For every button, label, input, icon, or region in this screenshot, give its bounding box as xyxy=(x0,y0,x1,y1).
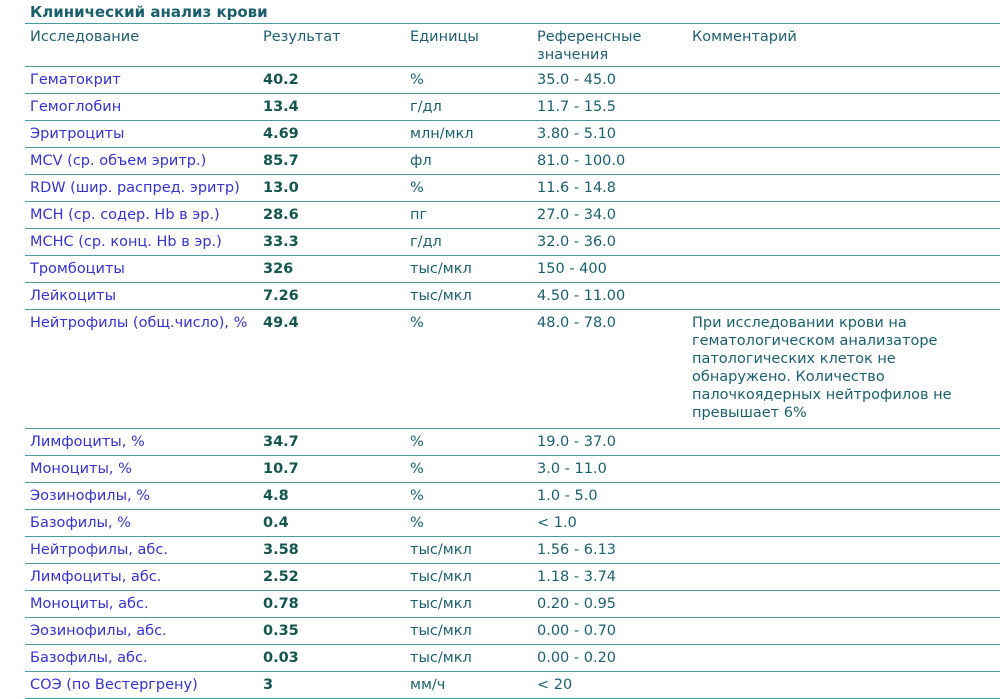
test-name-cell: MCV (ср. объем эритр.) xyxy=(25,148,263,175)
test-name-cell: Базофилы, абс. xyxy=(25,645,263,672)
reference-cell: 4.50 - 11.00 xyxy=(537,283,692,310)
test-name-cell: Моноциты, % xyxy=(25,456,263,483)
table-row xyxy=(25,672,1000,699)
units-cell: % xyxy=(410,429,537,456)
test-name-cell: Лимфоциты, абс. xyxy=(25,564,263,591)
table-row xyxy=(25,94,1000,121)
table-row xyxy=(25,148,1000,175)
reference-cell: 3.80 - 5.10 xyxy=(537,121,692,148)
column-header-test: Исследование xyxy=(25,24,263,67)
column-header-reference: Референсные значения xyxy=(537,24,692,67)
test-name-cell: Гемоглобин xyxy=(25,94,263,121)
header-row xyxy=(25,24,1000,67)
test-name-cell: Эозинофилы, % xyxy=(25,483,263,510)
table-row xyxy=(25,618,1000,645)
comment-cell xyxy=(692,591,1000,618)
reference-cell: 3.0 - 11.0 xyxy=(537,456,692,483)
column-header-units: Единицы xyxy=(410,24,537,67)
units-cell: мм/ч xyxy=(410,672,537,699)
test-name-cell: MCHC (ср. конц. Hb в эр.) xyxy=(25,229,263,256)
comment-cell xyxy=(692,645,1000,672)
result-cell: 7.26 xyxy=(263,283,410,310)
result-cell: 0.78 xyxy=(263,591,410,618)
table-row xyxy=(25,256,1000,283)
units-cell: % xyxy=(410,310,537,429)
units-cell: тыс/мкл xyxy=(410,537,537,564)
units-cell: % xyxy=(410,510,537,537)
lab-report xyxy=(25,0,1000,699)
result-cell: 40.2 xyxy=(263,67,410,94)
page-title: Клинический анализ крови xyxy=(25,0,1000,24)
test-name-cell: Лейкоциты xyxy=(25,283,263,310)
result-cell: 49.4 xyxy=(263,310,410,429)
result-cell: 13.0 xyxy=(263,175,410,202)
reference-cell: 1.0 - 5.0 xyxy=(537,483,692,510)
units-cell: г/дл xyxy=(410,94,537,121)
reference-cell: 81.0 - 100.0 xyxy=(537,148,692,175)
test-name-cell: Гематокрит xyxy=(25,67,263,94)
reference-cell: 11.7 - 15.5 xyxy=(537,94,692,121)
comment-cell xyxy=(692,256,1000,283)
comment-cell xyxy=(692,483,1000,510)
result-cell: 2.52 xyxy=(263,564,410,591)
units-cell: тыс/мкл xyxy=(410,645,537,672)
test-name-cell: Эозинофилы, абс. xyxy=(25,618,263,645)
result-cell: 13.4 xyxy=(263,94,410,121)
comment-cell xyxy=(692,618,1000,645)
units-cell: млн/мкл xyxy=(410,121,537,148)
result-cell: 28.6 xyxy=(263,202,410,229)
table-row xyxy=(25,229,1000,256)
reference-cell: 0.00 - 0.70 xyxy=(537,618,692,645)
comment-cell xyxy=(692,148,1000,175)
comment-cell xyxy=(692,67,1000,94)
table-row xyxy=(25,591,1000,618)
column-header-result: Результат xyxy=(263,24,410,67)
result-cell: 0.35 xyxy=(263,618,410,645)
test-name-cell: MCH (ср. содер. Hb в эр.) xyxy=(25,202,263,229)
result-cell: 4.8 xyxy=(263,483,410,510)
comment-cell xyxy=(692,283,1000,310)
result-cell: 4.69 xyxy=(263,121,410,148)
results-table-body xyxy=(25,67,1000,699)
reference-cell: 11.6 - 14.8 xyxy=(537,175,692,202)
reference-cell: < 20 xyxy=(537,672,692,699)
table-row xyxy=(25,510,1000,537)
table-row xyxy=(25,564,1000,591)
result-cell: 3.58 xyxy=(263,537,410,564)
table-header xyxy=(25,24,1000,67)
test-name-cell: Базофилы, % xyxy=(25,510,263,537)
table-row xyxy=(25,175,1000,202)
units-cell: фл xyxy=(410,148,537,175)
comment-cell xyxy=(692,429,1000,456)
comment-cell xyxy=(692,229,1000,256)
reference-cell: 1.56 - 6.13 xyxy=(537,537,692,564)
comment-cell xyxy=(692,510,1000,537)
units-cell: тыс/мкл xyxy=(410,591,537,618)
units-cell: г/дл xyxy=(410,229,537,256)
test-name-cell: Нейтрофилы (общ.число), % xyxy=(25,310,263,429)
table-row xyxy=(25,121,1000,148)
comment-cell xyxy=(692,456,1000,483)
units-cell: тыс/мкл xyxy=(410,256,537,283)
table-row xyxy=(25,645,1000,672)
table-row xyxy=(25,483,1000,510)
result-cell: 0.4 xyxy=(263,510,410,537)
reference-cell: 0.20 - 0.95 xyxy=(537,591,692,618)
units-cell: % xyxy=(410,175,537,202)
test-name-cell: Тромбоциты xyxy=(25,256,263,283)
units-cell: % xyxy=(410,483,537,510)
test-name-cell: Лимфоциты, % xyxy=(25,429,263,456)
test-name-cell: Эритроциты xyxy=(25,121,263,148)
table-row xyxy=(25,202,1000,229)
result-cell: 3 xyxy=(263,672,410,699)
test-name-cell: Моноциты, абс. xyxy=(25,591,263,618)
result-cell: 326 xyxy=(263,256,410,283)
comment-cell: При исследовании крови на гематологическом анализаторе патологических клеток не обнаружено. Количество палочкоядерных нейтрофилов не превышает 6% xyxy=(692,310,1000,429)
comment-cell xyxy=(692,564,1000,591)
table-row xyxy=(25,310,1000,429)
reference-cell: 150 - 400 xyxy=(537,256,692,283)
table-row xyxy=(25,456,1000,483)
result-cell: 10.7 xyxy=(263,456,410,483)
comment-cell xyxy=(692,121,1000,148)
reference-cell: 1.18 - 3.74 xyxy=(537,564,692,591)
table-row xyxy=(25,429,1000,456)
table-row xyxy=(25,537,1000,564)
comment-cell xyxy=(692,175,1000,202)
column-header-comment: Комментарий xyxy=(692,24,1000,67)
reference-cell: 27.0 - 34.0 xyxy=(537,202,692,229)
units-cell: тыс/мкл xyxy=(410,283,537,310)
reference-cell: 19.0 - 37.0 xyxy=(537,429,692,456)
result-cell: 0.03 xyxy=(263,645,410,672)
reference-cell: 48.0 - 78.0 xyxy=(537,310,692,429)
results-table xyxy=(25,24,1000,699)
reference-cell: < 1.0 xyxy=(537,510,692,537)
units-cell: % xyxy=(410,456,537,483)
reference-cell: 32.0 - 36.0 xyxy=(537,229,692,256)
comment-cell xyxy=(692,202,1000,229)
test-name-cell: RDW (шир. распред. эритр) xyxy=(25,175,263,202)
units-cell: % xyxy=(410,67,537,94)
test-name-cell: Нейтрофилы, абс. xyxy=(25,537,263,564)
table-row xyxy=(25,67,1000,94)
reference-cell: 35.0 - 45.0 xyxy=(537,67,692,94)
result-cell: 85.7 xyxy=(263,148,410,175)
reference-cell: 0.00 - 0.20 xyxy=(537,645,692,672)
table-row xyxy=(25,283,1000,310)
comment-cell xyxy=(692,537,1000,564)
result-cell: 33.3 xyxy=(263,229,410,256)
result-cell: 34.7 xyxy=(263,429,410,456)
units-cell: пг xyxy=(410,202,537,229)
comment-cell xyxy=(692,94,1000,121)
units-cell: тыс/мкл xyxy=(410,564,537,591)
comment-cell xyxy=(692,672,1000,699)
units-cell: тыс/мкл xyxy=(410,618,537,645)
test-name-cell: СОЭ (по Вестергрену) xyxy=(25,672,263,699)
